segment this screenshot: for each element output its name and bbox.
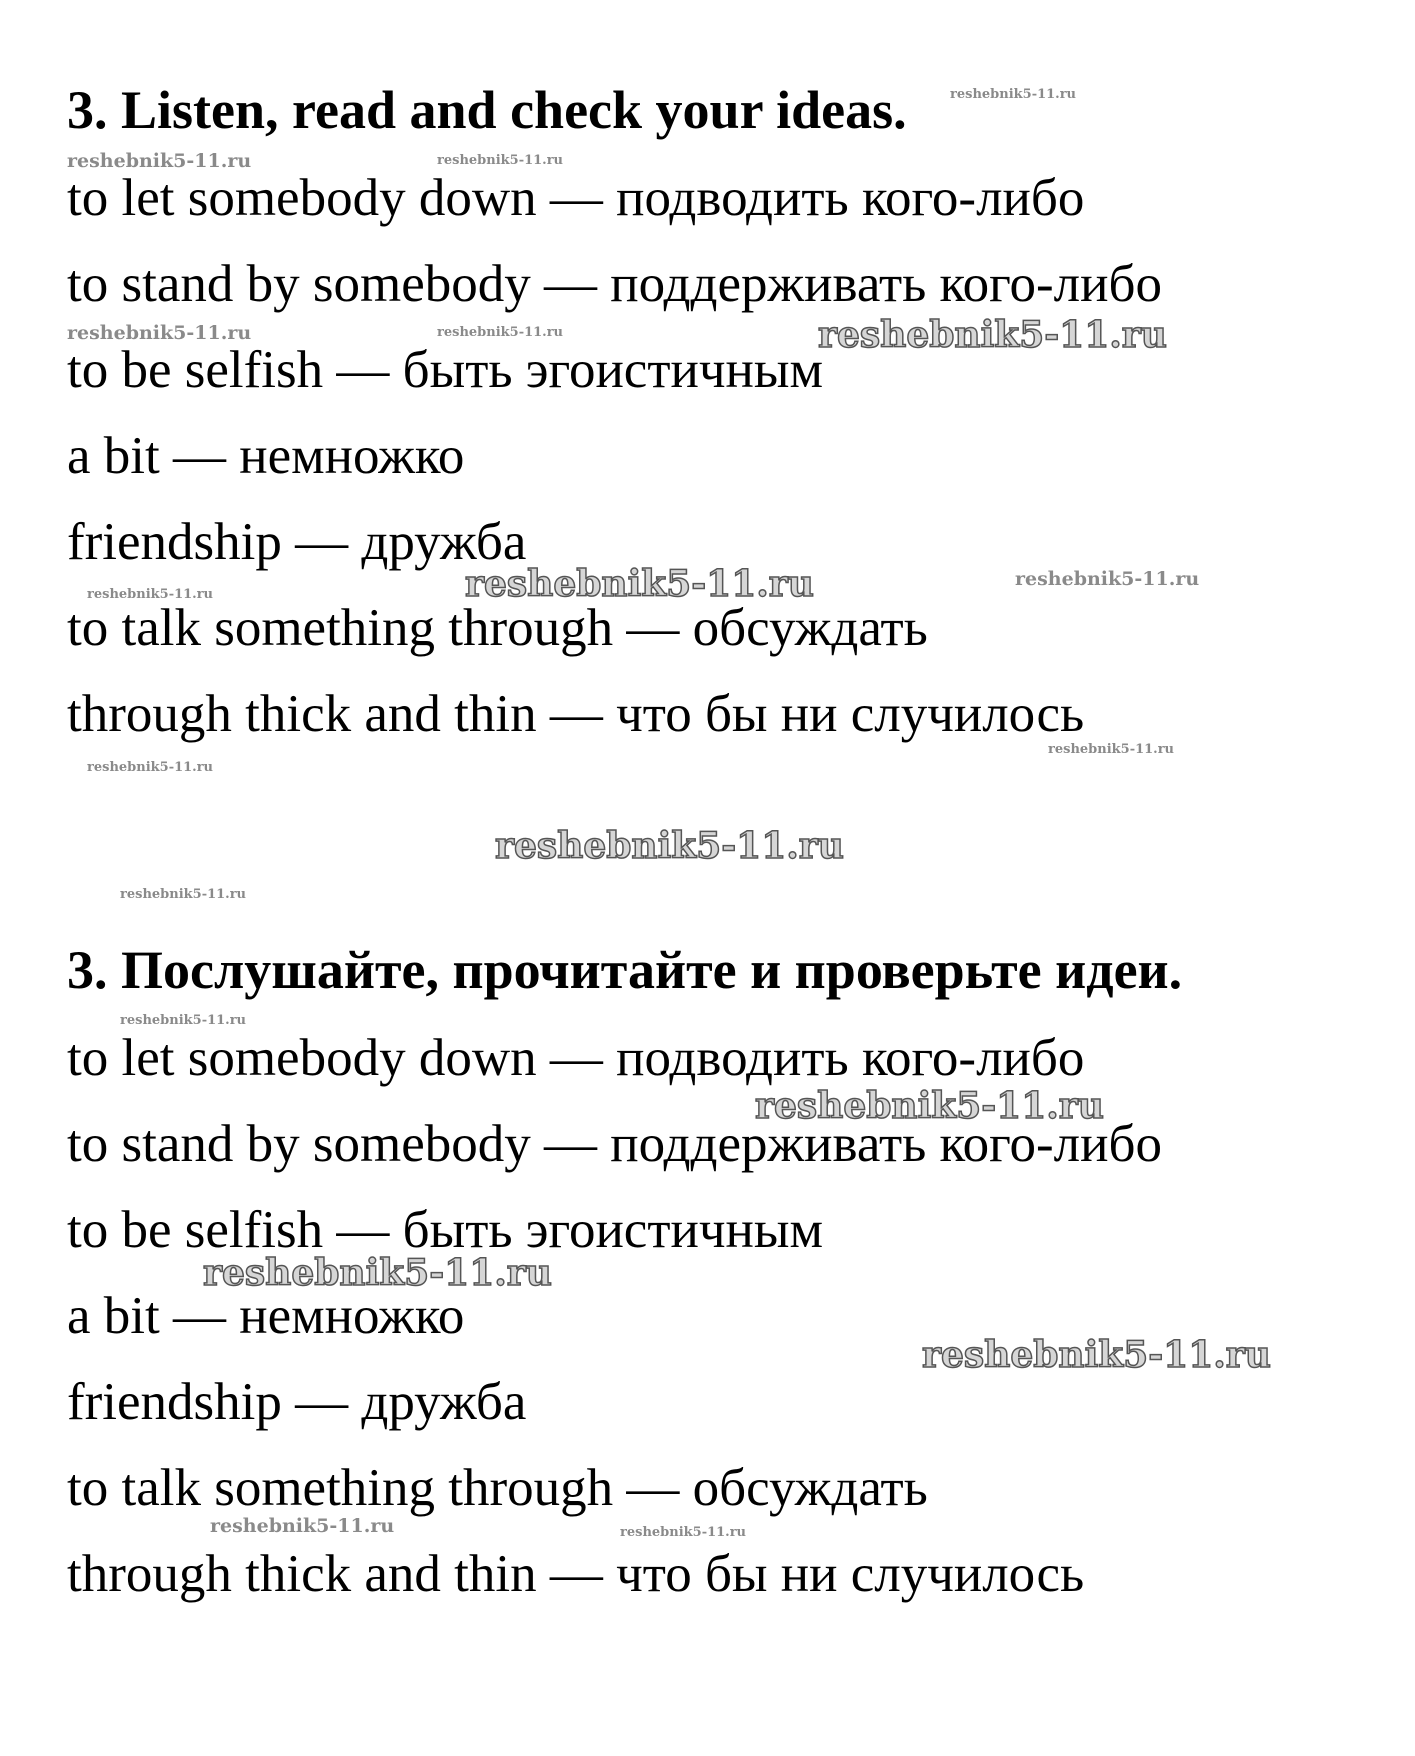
section-ru-entry-7: through thick and thin — что бы ни случилось (67, 1545, 1085, 1603)
watermark: reshebnik5-11.ru (87, 587, 214, 602)
section-en-entry-5: friendship — дружба (67, 513, 527, 571)
watermark: reshebnik5-11.ru (210, 1515, 395, 1537)
section-ru-entry-1: to let somebody down — подводить кого-либо (67, 1029, 1085, 1087)
section-en-entry-4: a bit — немножко (67, 427, 465, 485)
watermark: reshebnik5-11.ru (465, 563, 814, 605)
section-en-heading: 3. Listen, read and check your ideas. (67, 80, 907, 140)
watermark: reshebnik5-11.ru (922, 1334, 1271, 1376)
watermark: reshebnik5-11.ru (120, 1013, 247, 1028)
watermark: reshebnik5-11.ru (1048, 742, 1175, 757)
watermark: reshebnik5-11.ru (203, 1252, 552, 1294)
section-ru-entry-5: friendship — дружба (67, 1373, 527, 1431)
section-en-entry-3: to be selfish — быть эгоистичным (67, 341, 824, 399)
section-en-entry-2: to stand by somebody — поддерживать кого-либо (67, 255, 1162, 313)
section-ru-entry-2: to stand by somebody — поддерживать кого-либо (67, 1115, 1162, 1173)
watermark: reshebnik5-11.ru (620, 1525, 747, 1540)
section-ru-heading: 3. Послушайте, прочитайте и проверьте идеи. (67, 940, 1183, 1000)
watermark: reshebnik5-11.ru (67, 150, 252, 172)
watermark: reshebnik5-11.ru (67, 322, 252, 344)
section-ru-entry-3: to be selfish — быть эгоистичным (67, 1201, 824, 1259)
section-en-entry-1: to let somebody down — подводить кого-либо (67, 169, 1085, 227)
watermark: reshebnik5-11.ru (818, 314, 1167, 356)
watermark: reshebnik5-11.ru (1015, 568, 1200, 590)
watermark: reshebnik5-11.ru (495, 825, 844, 867)
watermark: reshebnik5-11.ru (950, 87, 1077, 102)
watermark: reshebnik5-11.ru (755, 1085, 1104, 1127)
watermark: reshebnik5-11.ru (437, 153, 564, 168)
watermark: reshebnik5-11.ru (437, 325, 564, 340)
section-ru-entry-6: to talk something through — обсуждать (67, 1459, 928, 1517)
section-en-entry-7: through thick and thin — что бы ни случилось (67, 685, 1085, 743)
watermark: reshebnik5-11.ru (120, 887, 247, 902)
watermark: reshebnik5-11.ru (87, 760, 214, 775)
section-ru-entry-4: a bit — немножко (67, 1287, 465, 1345)
section-en-entry-6: to talk something through — обсуждать (67, 599, 928, 657)
